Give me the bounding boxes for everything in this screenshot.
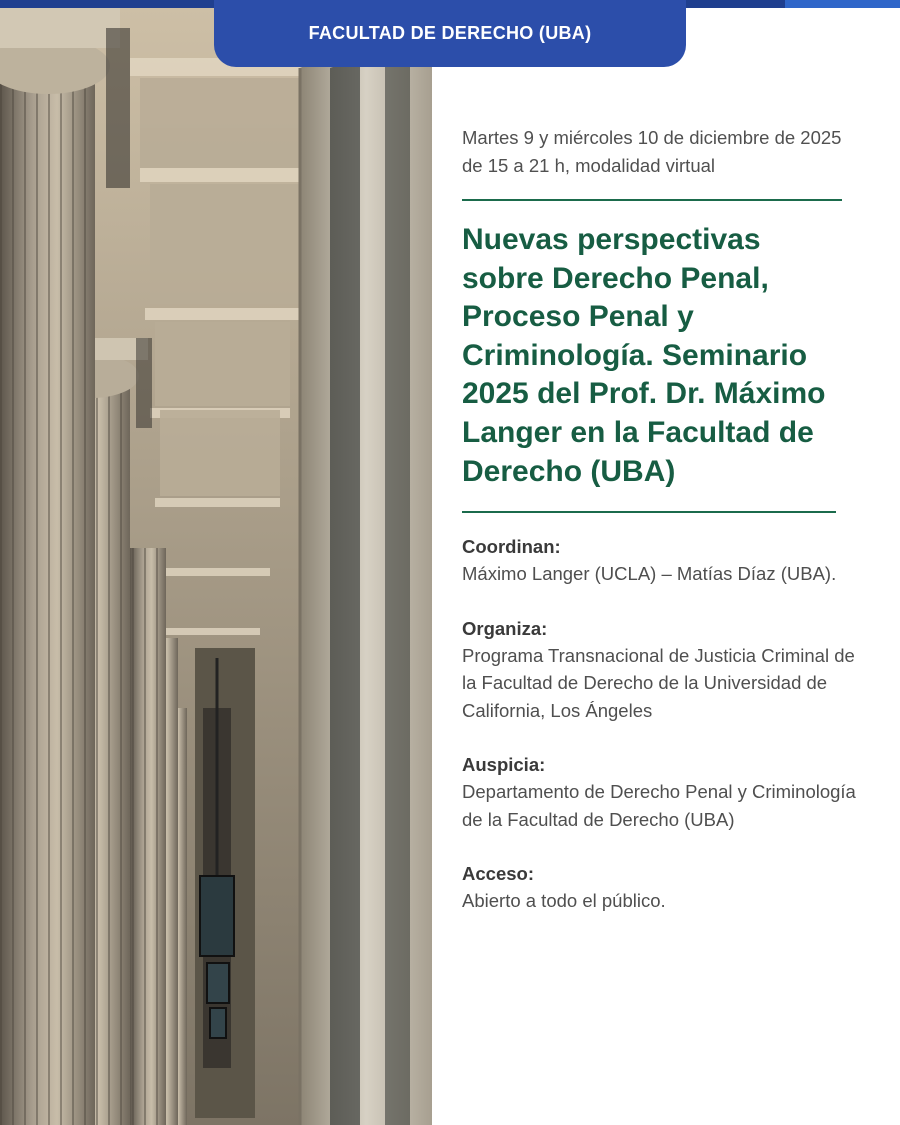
detail-label: Acceso:: [462, 863, 534, 885]
faculty-header-label: FACULTAD DE DERECHO (UBA): [308, 23, 592, 43]
detail-label: Coordinan:: [462, 536, 561, 558]
event-info-panel: [462, 124, 872, 915]
colonnade-photo: [0, 8, 432, 1125]
detail-text: Departamento de Derecho Penal y Criminología de la Facultad de Derecho (UBA): [462, 781, 856, 830]
detail-coordinan: [462, 533, 872, 588]
detail-acceso: [462, 860, 872, 915]
detail-text: Máximo Langer (UCLA) – Matías Díaz (UBA).: [462, 563, 837, 585]
divider-bottom: [462, 511, 836, 513]
detail-label: Organiza:: [462, 617, 548, 639]
event-title: Nuevas perspectivas sobre Derecho Penal, Proceso Penal y Criminología. Seminario 2025 del Prof. Dr. Máximo Langer en la Facultad de Derecho (UBA): [462, 223, 826, 488]
faculty-header-tab: [214, 0, 686, 67]
detail-label: Auspicia:: [462, 754, 546, 776]
divider-top: [462, 199, 842, 201]
detail-auspicia: [462, 751, 872, 833]
event-date: Martes 9 y miércoles 10 de diciembre de 2025 de 15 a 21 h, modalidad virtual: [462, 127, 842, 176]
detail-text: Programa Transnacional de Justicia Criminal de la Facultad de Derecho de la Universidad de California, Los Ángeles: [462, 644, 855, 721]
detail-text: Abierto a todo el público.: [462, 890, 666, 912]
detail-organiza: [462, 615, 872, 725]
